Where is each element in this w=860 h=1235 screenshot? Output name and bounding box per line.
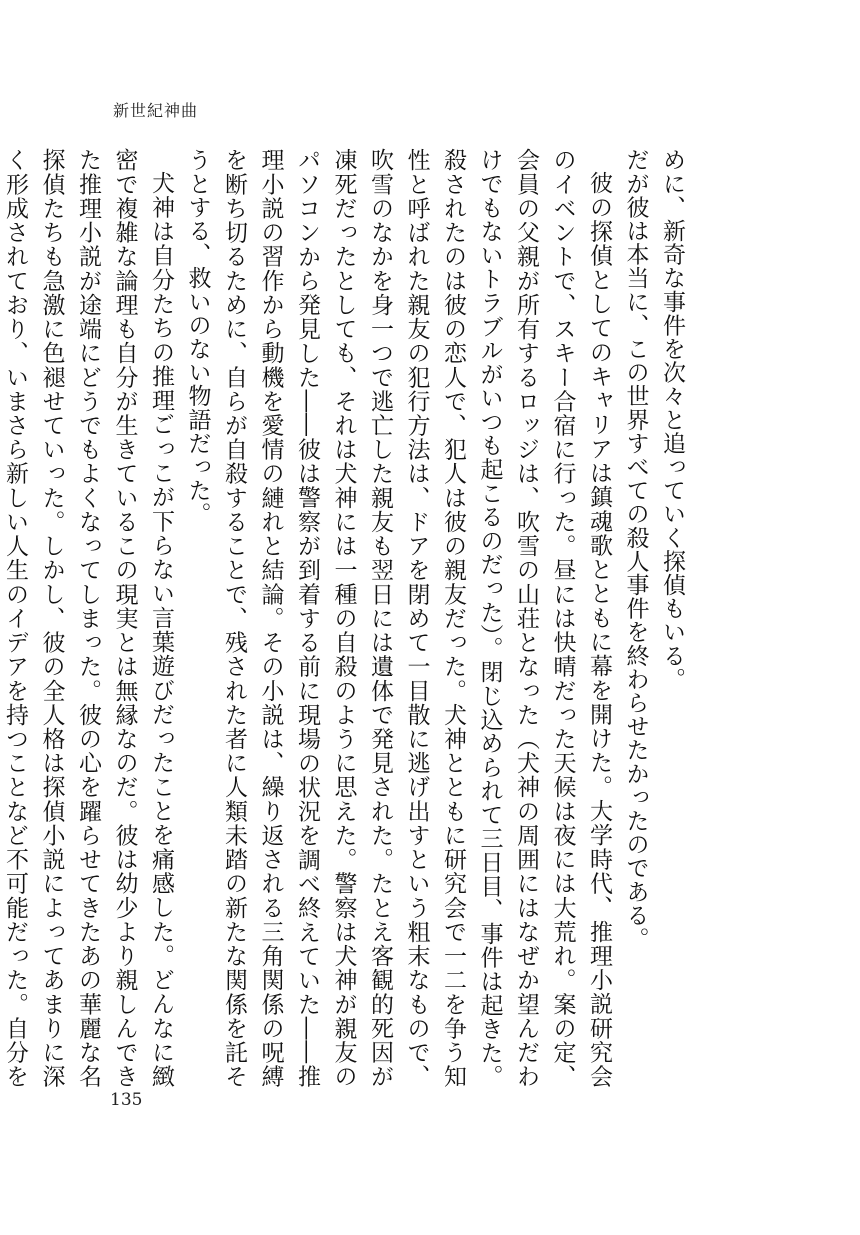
page-number: 135 — [110, 1090, 143, 1110]
paragraph: 彼の探偵としてのキャリアは鎮魂歌とともに幕を開けた。大学時代、推理小説研究会のイベントで、スキー合宿に行った。昼には快晴だった天候は夜には大荒れ。案の定、会員の父親が所有するロッジは、吹雪の山荘となった（犬神の周囲にはなぜか望んだわけでもないトラブルがいつも起こるのだった）。閉じ込められて三日目、事件は起きた。殺されたのは彼の恋人で、犯人は彼の親友だった。犬神とともに研究会で一二を争う知性と呼ばれた親友の犯行方法は、ドアを閉めて一目散に逃げ出すという粗末なもので、吹雪のなかを身一つで逃亡した親友も翌日には遺体で発見された。たとえ客観的死因が凍死だったとしても、それは犬神には一種の自殺のように思えた。警察は犬神が親友のパソコンから発見した――彼は警察が到着する前に現場の状況を調べ終えていた――推理小説の習作から動機を愛情の縺れと結論。その小説は、繰り返される三角関係の呪縛を断ち切るために、自らが自殺することで、残された者に人類未踏の新たな関係を託そうとする、救いのない物語だった。 — [184, 148, 612, 1088]
body-text — [2, 148, 690, 1088]
paragraph-continuation: めに、新奇な事件を次々と追っていく探偵もいる。 — [659, 148, 685, 691]
running-head-title: 新世紀神曲 — [113, 101, 199, 120]
paragraph: 犬神は自分たちの推理ごっこが下らない言葉遊びだったことを痛感した。どんなに緻密で複雑な論理も自分が生きているこの現実とは無縁なのだ。彼は幼少より親しんできた推理小説が途端にどうでもよくなってしまった。彼の心を躍らせてきたあの華麗な名探偵たちも急激に色褪せていった。しかし、彼の全人格は探偵小説によってあまりに深く形成されており、いまさら新しい人生のイデアを持つことなど不可能だった。自分を — [2, 148, 174, 1088]
paragraph: だが彼は本当に、この世界すべての殺人事件を終わらせたかったのである。 — [622, 148, 649, 951]
